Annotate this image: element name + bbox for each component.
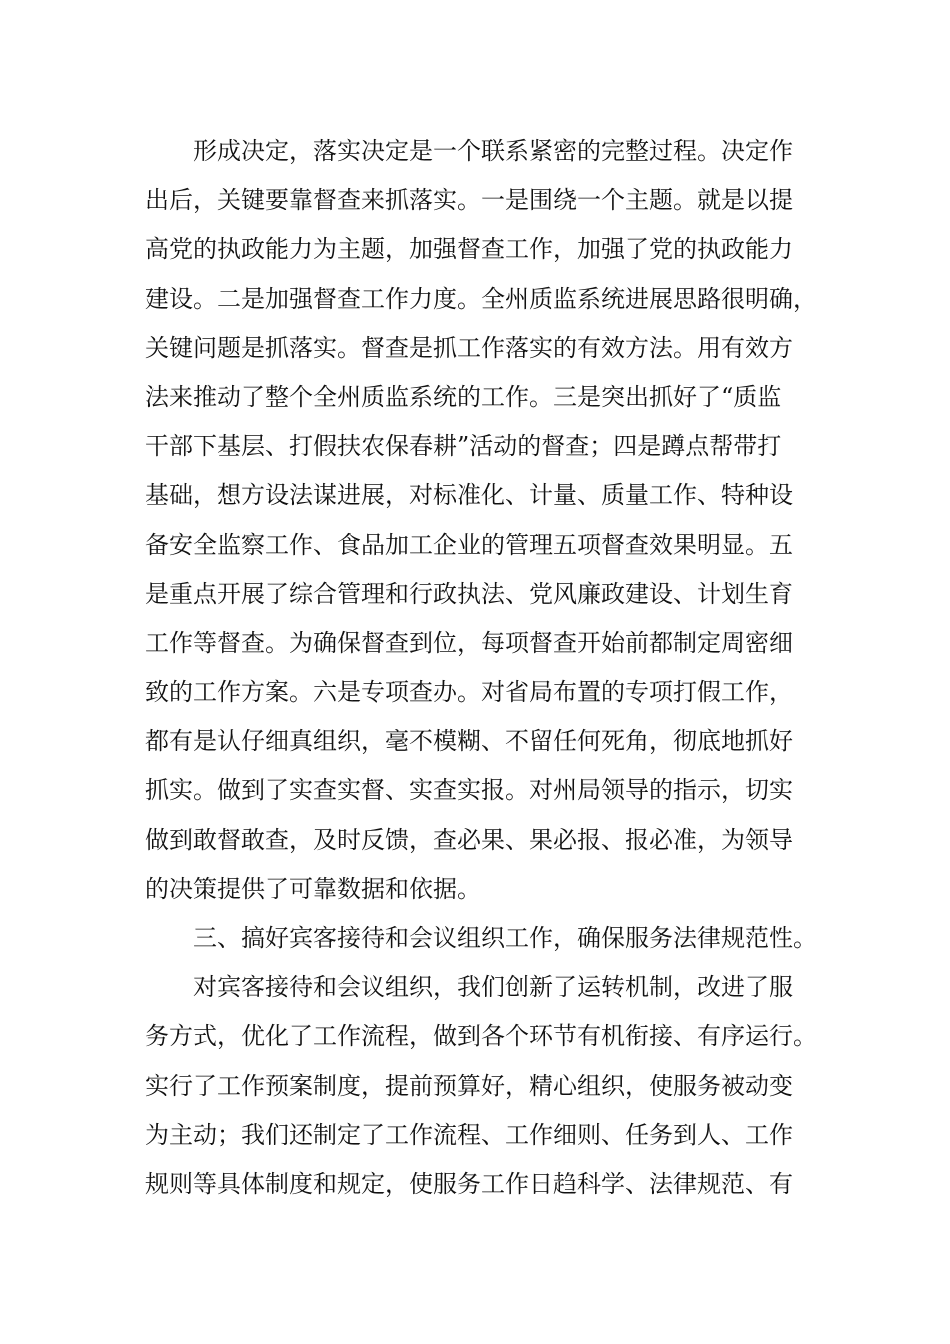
paragraph-line: 致的工作方案。六是专项查办。对省局布置的专项打假工作， bbox=[145, 678, 793, 707]
paragraph-line: 工作等督查。为确保督查到位，每项督查开始前都制定周密细 bbox=[145, 628, 793, 657]
paragraph-line: 出后，关键要靠督查来抓落实。一是围绕一个主题。就是以提 bbox=[145, 186, 793, 215]
paragraph-line: 法来推动了整个全州质监系统的工作。三是突出抓好了“质监 bbox=[145, 382, 782, 411]
paragraph-line: 备安全监察工作、食品加工企业的管理五项督查效果明显。五 bbox=[145, 530, 793, 559]
paragraph-line: 为主动；我们还制定了工作流程、工作细则、任务到人、工作 bbox=[145, 1120, 793, 1149]
paragraph-line: 做到敢督敢查，及时反馈，查必果、果必报、报必准，为领导 bbox=[145, 825, 793, 854]
paragraph-line: 基础，想方设法谋进展，对标准化、计量、质量工作、特种设 bbox=[145, 481, 793, 510]
paragraph-line: 是重点开展了综合管理和行政执法、党风廉政建设、计划生育 bbox=[145, 579, 793, 608]
paragraph-line: 形成决定，落实决定是一个联系紧密的完整过程。决定作 bbox=[193, 137, 793, 165]
paragraph-line: 的决策提供了可靠数据和依据。 bbox=[145, 874, 481, 903]
paragraph-line: 建设。二是加强督查工作力度。全州质监系统进展思路很明确， bbox=[145, 284, 817, 313]
paragraph-line: 务方式，优化了工作流程，做到各个环节有机衔接、有序运行。 bbox=[145, 1022, 817, 1051]
paragraph-line: 关键问题是抓落实。督查是抓工作落实的有效方法。用有效方 bbox=[145, 333, 793, 362]
paragraph-line: 都有是认仔细真组织，毫不模糊、不留任何死角，彻底地抓好 bbox=[145, 727, 793, 756]
paragraph-line: 干部下基层、打假扶农保春耕”活动的督查；四是蹲点帮带打 bbox=[145, 432, 782, 461]
paragraph-line: 对宾客接待和会议组织，我们创新了运转机制，改进了服 bbox=[193, 973, 793, 1002]
document-body bbox=[145, 127, 815, 1209]
section-heading: 三、搞好宾客接待和会议组织工作，确保服务法律规范性。 bbox=[193, 924, 817, 952]
paragraph-line: 抓实。做到了实查实督、实查实报。对州局领导的指示，切实 bbox=[145, 776, 793, 805]
paragraph-line: 实行了工作预案制度，提前预算好，精心组织，使服务被动变 bbox=[145, 1071, 793, 1100]
paragraph-line: 高党的执政能力为主题，加强督查工作，加强了党的执政能力 bbox=[145, 235, 793, 264]
paragraph-line: 规则等具体制度和规定，使服务工作日趋科学、法律规范、有 bbox=[145, 1169, 793, 1198]
